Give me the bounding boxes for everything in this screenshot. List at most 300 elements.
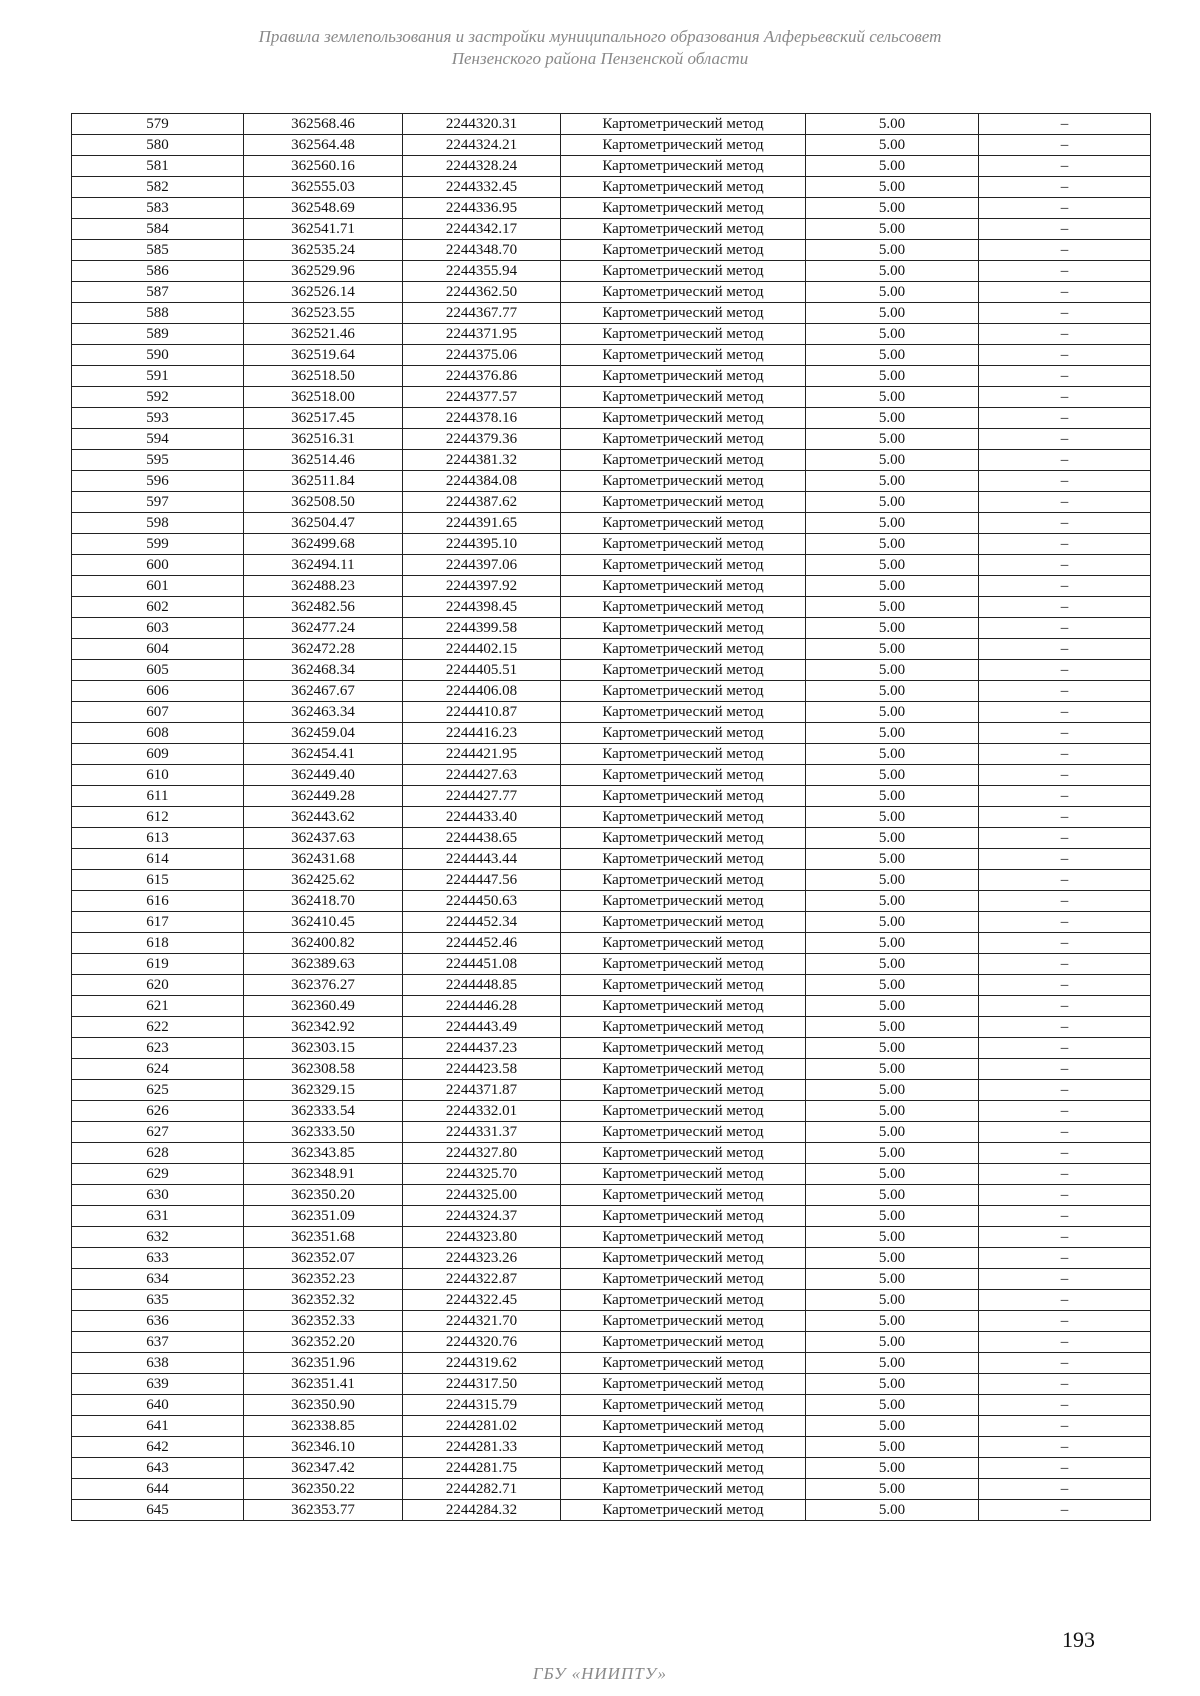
x-coordinate-cell: 362541.71	[244, 219, 403, 240]
point-number-cell: 597	[72, 492, 244, 513]
y-coordinate-cell: 2244381.32	[403, 450, 561, 471]
x-coordinate-cell: 362437.63	[244, 828, 403, 849]
description-cell: –	[979, 1206, 1151, 1227]
y-coordinate-cell: 2244443.49	[403, 1017, 561, 1038]
description-cell: –	[979, 1479, 1151, 1500]
method-cell: Картометрический метод	[561, 996, 806, 1017]
description-cell: –	[979, 1353, 1151, 1374]
point-number-cell: 638	[72, 1353, 244, 1374]
table-row	[72, 114, 1151, 135]
accuracy-cell: 5.00	[806, 870, 979, 891]
point-number-cell: 606	[72, 681, 244, 702]
table-row	[72, 1143, 1151, 1164]
y-coordinate-cell: 2244402.15	[403, 639, 561, 660]
y-coordinate-cell: 2244362.50	[403, 282, 561, 303]
description-cell: –	[979, 849, 1151, 870]
table-row	[72, 345, 1151, 366]
method-cell: Картометрический метод	[561, 492, 806, 513]
point-number-cell: 624	[72, 1059, 244, 1080]
table-row	[72, 429, 1151, 450]
table-row	[72, 1122, 1151, 1143]
method-cell: Картометрический метод	[561, 1206, 806, 1227]
accuracy-cell: 5.00	[806, 1437, 979, 1458]
y-coordinate-cell: 2244379.36	[403, 429, 561, 450]
table-row	[72, 597, 1151, 618]
description-cell: –	[979, 261, 1151, 282]
x-coordinate-cell: 362518.50	[244, 366, 403, 387]
table-row	[72, 1437, 1151, 1458]
point-number-cell: 602	[72, 597, 244, 618]
method-cell: Картометрический метод	[561, 660, 806, 681]
method-cell: Картометрический метод	[561, 1458, 806, 1479]
point-number-cell: 625	[72, 1080, 244, 1101]
y-coordinate-cell: 2244284.32	[403, 1500, 561, 1521]
y-coordinate-cell: 2244367.77	[403, 303, 561, 324]
y-coordinate-cell: 2244317.50	[403, 1374, 561, 1395]
accuracy-cell: 5.00	[806, 1080, 979, 1101]
description-cell: –	[979, 1290, 1151, 1311]
table-row	[72, 996, 1151, 1017]
accuracy-cell: 5.00	[806, 933, 979, 954]
x-coordinate-cell: 362548.69	[244, 198, 403, 219]
accuracy-cell: 5.00	[806, 219, 979, 240]
x-coordinate-cell: 362482.56	[244, 597, 403, 618]
table-row	[72, 513, 1151, 534]
description-cell: –	[979, 1458, 1151, 1479]
table-row	[72, 1332, 1151, 1353]
point-number-cell: 639	[72, 1374, 244, 1395]
x-coordinate-cell: 362350.90	[244, 1395, 403, 1416]
method-cell: Картометрический метод	[561, 1332, 806, 1353]
accuracy-cell: 5.00	[806, 1500, 979, 1521]
coordinates-table	[71, 113, 1151, 1521]
accuracy-cell: 5.00	[806, 1290, 979, 1311]
accuracy-cell: 5.00	[806, 1353, 979, 1374]
table-row	[72, 1416, 1151, 1437]
method-cell: Картометрический метод	[561, 387, 806, 408]
y-coordinate-cell: 2244321.70	[403, 1311, 561, 1332]
x-coordinate-cell: 362514.46	[244, 450, 403, 471]
x-coordinate-cell: 362346.10	[244, 1437, 403, 1458]
x-coordinate-cell: 362351.41	[244, 1374, 403, 1395]
x-coordinate-cell: 362343.85	[244, 1143, 403, 1164]
table-row	[72, 1500, 1151, 1521]
method-cell: Картометрический метод	[561, 1017, 806, 1038]
y-coordinate-cell: 2244327.80	[403, 1143, 561, 1164]
x-coordinate-cell: 362329.15	[244, 1080, 403, 1101]
x-coordinate-cell: 362564.48	[244, 135, 403, 156]
accuracy-cell: 5.00	[806, 345, 979, 366]
accuracy-cell: 5.00	[806, 1101, 979, 1122]
method-cell: Картометрический метод	[561, 450, 806, 471]
x-coordinate-cell: 362518.00	[244, 387, 403, 408]
point-number-cell: 615	[72, 870, 244, 891]
point-number-cell: 635	[72, 1290, 244, 1311]
x-coordinate-cell: 362410.45	[244, 912, 403, 933]
table-row	[72, 408, 1151, 429]
description-cell: –	[979, 1164, 1151, 1185]
x-coordinate-cell: 362352.07	[244, 1248, 403, 1269]
point-number-cell: 604	[72, 639, 244, 660]
point-number-cell: 588	[72, 303, 244, 324]
y-coordinate-cell: 2244416.23	[403, 723, 561, 744]
table-row	[72, 681, 1151, 702]
point-number-cell: 628	[72, 1143, 244, 1164]
point-number-cell: 595	[72, 450, 244, 471]
description-cell: –	[979, 576, 1151, 597]
x-coordinate-cell: 362350.22	[244, 1479, 403, 1500]
accuracy-cell: 5.00	[806, 261, 979, 282]
description-cell: –	[979, 450, 1151, 471]
description-cell: –	[979, 870, 1151, 891]
accuracy-cell: 5.00	[806, 135, 979, 156]
accuracy-cell: 5.00	[806, 1479, 979, 1500]
description-cell: –	[979, 1017, 1151, 1038]
table-row	[72, 177, 1151, 198]
accuracy-cell: 5.00	[806, 891, 979, 912]
point-number-cell: 633	[72, 1248, 244, 1269]
point-number-cell: 610	[72, 765, 244, 786]
x-coordinate-cell: 362526.14	[244, 282, 403, 303]
y-coordinate-cell: 2244395.10	[403, 534, 561, 555]
x-coordinate-cell: 362472.28	[244, 639, 403, 660]
point-number-cell: 585	[72, 240, 244, 261]
accuracy-cell: 5.00	[806, 807, 979, 828]
x-coordinate-cell: 362504.47	[244, 513, 403, 534]
method-cell: Картометрический метод	[561, 954, 806, 975]
accuracy-cell: 5.00	[806, 597, 979, 618]
description-cell: –	[979, 198, 1151, 219]
table-row	[72, 219, 1151, 240]
y-coordinate-cell: 2244324.21	[403, 135, 561, 156]
point-number-cell: 601	[72, 576, 244, 597]
method-cell: Картометрический метод	[561, 576, 806, 597]
point-number-cell: 636	[72, 1311, 244, 1332]
table-row	[72, 1080, 1151, 1101]
point-number-cell: 607	[72, 702, 244, 723]
accuracy-cell: 5.00	[806, 555, 979, 576]
accuracy-cell: 5.00	[806, 366, 979, 387]
accuracy-cell: 5.00	[806, 492, 979, 513]
accuracy-cell: 5.00	[806, 1332, 979, 1353]
y-coordinate-cell: 2244323.80	[403, 1227, 561, 1248]
accuracy-cell: 5.00	[806, 1269, 979, 1290]
method-cell: Картометрический метод	[561, 597, 806, 618]
y-coordinate-cell: 2244451.08	[403, 954, 561, 975]
y-coordinate-cell: 2244328.24	[403, 156, 561, 177]
method-cell: Картометрический метод	[561, 261, 806, 282]
x-coordinate-cell: 362568.46	[244, 114, 403, 135]
accuracy-cell: 5.00	[806, 1017, 979, 1038]
method-cell: Картометрический метод	[561, 870, 806, 891]
method-cell: Картометрический метод	[561, 408, 806, 429]
point-number-cell: 605	[72, 660, 244, 681]
method-cell: Картометрический метод	[561, 1164, 806, 1185]
table-row	[72, 1311, 1151, 1332]
table-row	[72, 639, 1151, 660]
description-cell: –	[979, 1185, 1151, 1206]
accuracy-cell: 5.00	[806, 1458, 979, 1479]
x-coordinate-cell: 362523.55	[244, 303, 403, 324]
x-coordinate-cell: 362347.42	[244, 1458, 403, 1479]
table-row	[72, 387, 1151, 408]
header-line-2: Пензенского района Пензенской области	[451, 49, 749, 68]
accuracy-cell: 5.00	[806, 429, 979, 450]
description-cell: –	[979, 702, 1151, 723]
method-cell: Картометрический метод	[561, 1353, 806, 1374]
method-cell: Картометрический метод	[561, 1290, 806, 1311]
x-coordinate-cell: 362463.34	[244, 702, 403, 723]
description-cell: –	[979, 303, 1151, 324]
description-cell: –	[979, 807, 1151, 828]
point-number-cell: 584	[72, 219, 244, 240]
description-cell: –	[979, 1395, 1151, 1416]
x-coordinate-cell: 362459.04	[244, 723, 403, 744]
x-coordinate-cell: 362529.96	[244, 261, 403, 282]
x-coordinate-cell: 362352.32	[244, 1290, 403, 1311]
y-coordinate-cell: 2244377.57	[403, 387, 561, 408]
table-row	[72, 156, 1151, 177]
x-coordinate-cell: 362468.34	[244, 660, 403, 681]
point-number-cell: 640	[72, 1395, 244, 1416]
point-number-cell: 603	[72, 618, 244, 639]
point-number-cell: 641	[72, 1416, 244, 1437]
x-coordinate-cell: 362308.58	[244, 1059, 403, 1080]
accuracy-cell: 5.00	[806, 240, 979, 261]
description-cell: –	[979, 534, 1151, 555]
accuracy-cell: 5.00	[806, 1374, 979, 1395]
method-cell: Картометрический метод	[561, 366, 806, 387]
description-cell: –	[979, 933, 1151, 954]
y-coordinate-cell: 2244448.85	[403, 975, 561, 996]
method-cell: Картометрический метод	[561, 807, 806, 828]
method-cell: Картометрический метод	[561, 744, 806, 765]
point-number-cell: 613	[72, 828, 244, 849]
table-row	[72, 786, 1151, 807]
point-number-cell: 600	[72, 555, 244, 576]
coordinates-table-body	[72, 114, 1151, 1521]
table-row	[72, 198, 1151, 219]
point-number-cell: 590	[72, 345, 244, 366]
y-coordinate-cell: 2244323.26	[403, 1248, 561, 1269]
accuracy-cell: 5.00	[806, 1143, 979, 1164]
x-coordinate-cell: 362494.11	[244, 555, 403, 576]
table-row	[72, 1059, 1151, 1080]
table-row	[72, 1164, 1151, 1185]
point-number-cell: 631	[72, 1206, 244, 1227]
description-cell: –	[979, 1332, 1151, 1353]
point-number-cell: 634	[72, 1269, 244, 1290]
table-row	[72, 1458, 1151, 1479]
y-coordinate-cell: 2244319.62	[403, 1353, 561, 1374]
point-number-cell: 629	[72, 1164, 244, 1185]
point-number-cell: 621	[72, 996, 244, 1017]
point-number-cell: 608	[72, 723, 244, 744]
accuracy-cell: 5.00	[806, 324, 979, 345]
x-coordinate-cell: 362519.64	[244, 345, 403, 366]
x-coordinate-cell: 362521.46	[244, 324, 403, 345]
table-row	[72, 723, 1151, 744]
y-coordinate-cell: 2244282.71	[403, 1479, 561, 1500]
description-cell: –	[979, 408, 1151, 429]
method-cell: Картометрический метод	[561, 723, 806, 744]
x-coordinate-cell: 362351.96	[244, 1353, 403, 1374]
x-coordinate-cell: 362333.54	[244, 1101, 403, 1122]
y-coordinate-cell: 2244371.95	[403, 324, 561, 345]
accuracy-cell: 5.00	[806, 954, 979, 975]
accuracy-cell: 5.00	[806, 1122, 979, 1143]
y-coordinate-cell: 2244405.51	[403, 660, 561, 681]
accuracy-cell: 5.00	[806, 765, 979, 786]
accuracy-cell: 5.00	[806, 1248, 979, 1269]
description-cell: –	[979, 1080, 1151, 1101]
y-coordinate-cell: 2244391.65	[403, 513, 561, 534]
description-cell: –	[979, 219, 1151, 240]
point-number-cell: 583	[72, 198, 244, 219]
description-cell: –	[979, 723, 1151, 744]
y-coordinate-cell: 2244281.33	[403, 1437, 561, 1458]
y-coordinate-cell: 2244446.28	[403, 996, 561, 1017]
description-cell: –	[979, 1122, 1151, 1143]
method-cell: Картометрический метод	[561, 135, 806, 156]
description-cell: –	[979, 954, 1151, 975]
method-cell: Картометрический метод	[561, 1395, 806, 1416]
y-coordinate-cell: 2244387.62	[403, 492, 561, 513]
table-row	[72, 912, 1151, 933]
point-number-cell: 619	[72, 954, 244, 975]
x-coordinate-cell: 362350.20	[244, 1185, 403, 1206]
x-coordinate-cell: 362342.92	[244, 1017, 403, 1038]
x-coordinate-cell: 362499.68	[244, 534, 403, 555]
y-coordinate-cell: 2244342.17	[403, 219, 561, 240]
description-cell: –	[979, 1416, 1151, 1437]
y-coordinate-cell: 2244336.95	[403, 198, 561, 219]
table-row	[72, 492, 1151, 513]
accuracy-cell: 5.00	[806, 387, 979, 408]
method-cell: Картометрический метод	[561, 639, 806, 660]
point-number-cell: 593	[72, 408, 244, 429]
y-coordinate-cell: 2244325.70	[403, 1164, 561, 1185]
description-cell: –	[979, 555, 1151, 576]
accuracy-cell: 5.00	[806, 702, 979, 723]
method-cell: Картометрический метод	[561, 1248, 806, 1269]
description-cell: –	[979, 366, 1151, 387]
y-coordinate-cell: 2244331.37	[403, 1122, 561, 1143]
x-coordinate-cell: 362488.23	[244, 576, 403, 597]
point-number-cell: 589	[72, 324, 244, 345]
table-row	[72, 849, 1151, 870]
point-number-cell: 591	[72, 366, 244, 387]
method-cell: Картометрический метод	[561, 618, 806, 639]
y-coordinate-cell: 2244421.95	[403, 744, 561, 765]
x-coordinate-cell: 362454.41	[244, 744, 403, 765]
point-number-cell: 582	[72, 177, 244, 198]
accuracy-cell: 5.00	[806, 471, 979, 492]
method-cell: Картометрический метод	[561, 1038, 806, 1059]
accuracy-cell: 5.00	[806, 1311, 979, 1332]
description-cell: –	[979, 429, 1151, 450]
point-number-cell: 643	[72, 1458, 244, 1479]
point-number-cell: 592	[72, 387, 244, 408]
x-coordinate-cell: 362351.09	[244, 1206, 403, 1227]
y-coordinate-cell: 2244371.87	[403, 1080, 561, 1101]
description-cell: –	[979, 1143, 1151, 1164]
x-coordinate-cell: 362467.67	[244, 681, 403, 702]
y-coordinate-cell: 2244320.76	[403, 1332, 561, 1353]
y-coordinate-cell: 2244332.01	[403, 1101, 561, 1122]
point-number-cell: 581	[72, 156, 244, 177]
y-coordinate-cell: 2244423.58	[403, 1059, 561, 1080]
point-number-cell: 614	[72, 849, 244, 870]
x-coordinate-cell: 362303.15	[244, 1038, 403, 1059]
accuracy-cell: 5.00	[806, 576, 979, 597]
method-cell: Картометрический метод	[561, 1479, 806, 1500]
description-cell: –	[979, 1437, 1151, 1458]
y-coordinate-cell: 2244406.08	[403, 681, 561, 702]
description-cell: –	[979, 1500, 1151, 1521]
table-row	[72, 618, 1151, 639]
description-cell: –	[979, 786, 1151, 807]
x-coordinate-cell: 362511.84	[244, 471, 403, 492]
accuracy-cell: 5.00	[806, 177, 979, 198]
table-row	[72, 1101, 1151, 1122]
point-number-cell: 599	[72, 534, 244, 555]
point-number-cell: 627	[72, 1122, 244, 1143]
method-cell: Картометрический метод	[561, 1311, 806, 1332]
y-coordinate-cell: 2244378.16	[403, 408, 561, 429]
x-coordinate-cell: 362352.23	[244, 1269, 403, 1290]
description-cell: –	[979, 471, 1151, 492]
description-cell: –	[979, 597, 1151, 618]
table-row	[72, 324, 1151, 345]
method-cell: Картометрический метод	[561, 1437, 806, 1458]
point-number-cell: 645	[72, 1500, 244, 1521]
x-coordinate-cell: 362555.03	[244, 177, 403, 198]
description-cell: –	[979, 618, 1151, 639]
y-coordinate-cell: 2244450.63	[403, 891, 561, 912]
method-cell: Картометрический метод	[561, 429, 806, 450]
accuracy-cell: 5.00	[806, 1416, 979, 1437]
accuracy-cell: 5.00	[806, 660, 979, 681]
y-coordinate-cell: 2244398.45	[403, 597, 561, 618]
point-number-cell: 630	[72, 1185, 244, 1206]
description-cell: –	[979, 639, 1151, 660]
method-cell: Картометрический метод	[561, 702, 806, 723]
method-cell: Картометрический метод	[561, 1122, 806, 1143]
point-number-cell: 620	[72, 975, 244, 996]
point-number-cell: 586	[72, 261, 244, 282]
y-coordinate-cell: 2244447.56	[403, 870, 561, 891]
description-cell: –	[979, 765, 1151, 786]
x-coordinate-cell: 362376.27	[244, 975, 403, 996]
table-row	[72, 282, 1151, 303]
point-number-cell: 611	[72, 786, 244, 807]
description-cell: –	[979, 975, 1151, 996]
table-row	[72, 954, 1151, 975]
page-number: 193	[1062, 1627, 1095, 1652]
point-number-cell: 596	[72, 471, 244, 492]
table-row	[72, 1248, 1151, 1269]
method-cell: Картометрический метод	[561, 1101, 806, 1122]
point-number-cell: 632	[72, 1227, 244, 1248]
y-coordinate-cell: 2244332.45	[403, 177, 561, 198]
y-coordinate-cell: 2244427.77	[403, 786, 561, 807]
method-cell: Картометрический метод	[561, 849, 806, 870]
table-row	[72, 366, 1151, 387]
accuracy-cell: 5.00	[806, 1206, 979, 1227]
x-coordinate-cell: 362352.33	[244, 1311, 403, 1332]
y-coordinate-cell: 2244410.87	[403, 702, 561, 723]
